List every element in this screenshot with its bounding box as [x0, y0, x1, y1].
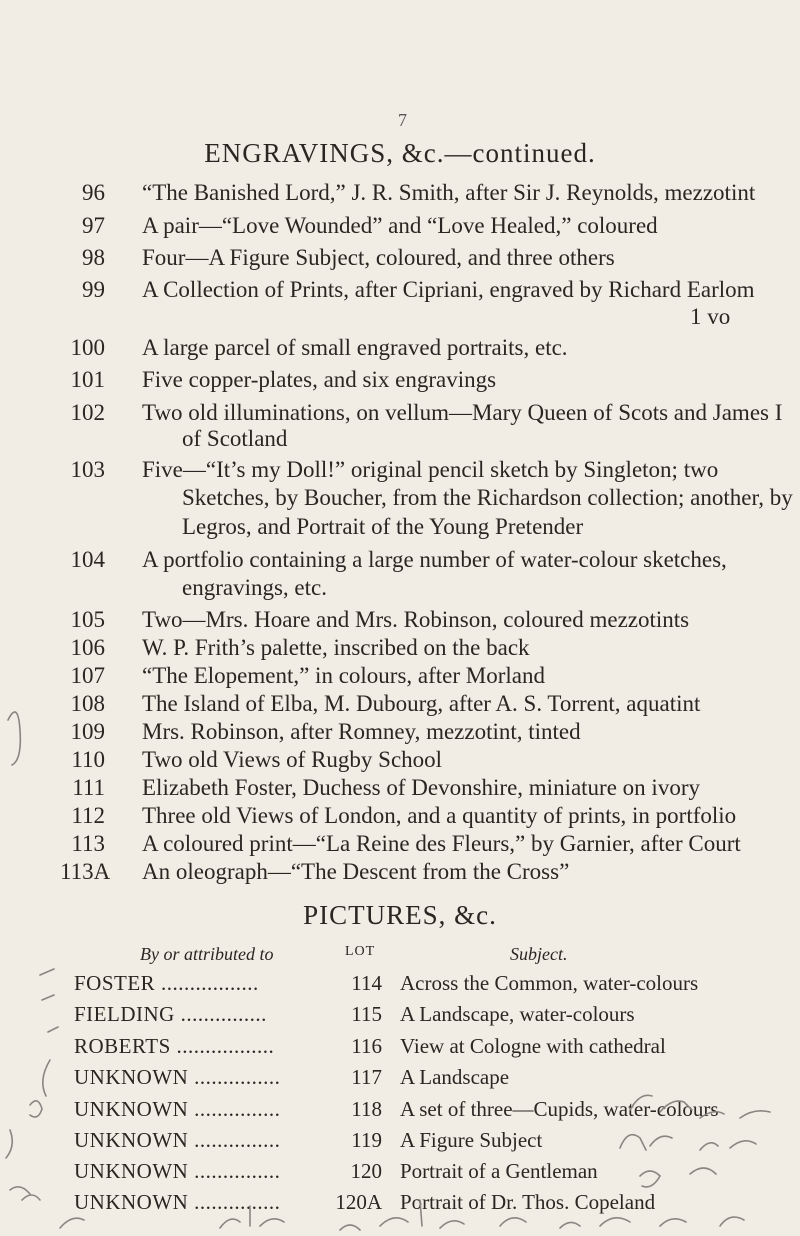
picture-subject: Portrait of a Gentleman	[400, 1159, 598, 1183]
lot-number: 113	[71, 831, 105, 856]
lot-description: Two old Views of Rugby School	[142, 747, 443, 772]
picture-lot-number: 118	[351, 1097, 382, 1121]
picture-subject: A set of three—Cupids, water-colours	[400, 1097, 719, 1121]
lot-description: Two old illuminations, on vellum—Mary Queen of Scots and James I	[142, 400, 783, 425]
picture-lot-number: 114	[351, 971, 382, 995]
lot-number: 107	[70, 663, 105, 688]
lot-number: 106	[70, 635, 105, 660]
lot-description: “The Banished Lord,” J. R. Smith, after Sir J. Reynolds, mezzotint	[142, 180, 756, 205]
picture-artist: UNKNOWN ...............	[74, 1190, 281, 1214]
lot-number: 102	[70, 400, 105, 425]
lot-description: Mrs. Robinson, after Romney, mezzotint, tinted	[142, 719, 581, 744]
picture-subject: A Figure Subject	[400, 1128, 543, 1152]
column-heading-lot: LOT	[345, 944, 376, 959]
lot-number: 112	[71, 803, 105, 828]
picture-subject: A Landscape	[400, 1065, 510, 1089]
lot-description: Five—“It’s my Doll!” original pencil sketch by Singleton; two	[142, 457, 719, 482]
picture-artist: ROBERTS .................	[74, 1034, 275, 1058]
page-number: 7	[398, 110, 407, 130]
lot-description: A large parcel of small engraved portraits, etc.	[142, 335, 568, 360]
picture-lot-number: 117	[351, 1065, 382, 1089]
lot-description: Three old Views of London, and a quantity of prints, in portfolio	[142, 803, 737, 828]
lot-number: 111	[72, 775, 105, 800]
column-heading-artist: By or attributed to	[140, 944, 274, 964]
picture-subject: A Landscape, water-colours	[400, 1002, 635, 1026]
lot-number: 108	[70, 691, 105, 716]
lot-number: 97	[82, 213, 105, 238]
lot-number: 100	[70, 335, 105, 360]
lot-description: Two—Mrs. Hoare and Mrs. Robinson, coloured mezzotints	[142, 607, 690, 632]
lot-continuation: Legros, and Portrait of the Young Pretender	[182, 514, 584, 539]
lot-number: 103	[70, 457, 105, 482]
pictures-heading: PICTURES, &c.	[303, 900, 497, 930]
lot-continuation: of Scotland	[182, 426, 288, 451]
lot-description: A pair—“Love Wounded” and “Love Healed,” coloured	[142, 213, 658, 238]
lot-description: Five copper-plates, and six engravings	[142, 367, 497, 392]
lot-description: A coloured print—“La Reine des Fleurs,” by Garnier, after Court	[142, 831, 741, 856]
lot-continuation: 1 vo	[690, 304, 731, 329]
engravings-heading: ENGRAVINGS, &c.—continued.	[204, 138, 596, 168]
lot-number: 98	[82, 245, 105, 270]
picture-subject: Across the Common, water-colours	[400, 971, 699, 995]
lot-number: 104	[70, 547, 105, 572]
lot-description: The Island of Elba, M. Dubourg, after A. S. Torrent, aquatint	[142, 691, 701, 716]
lot-number: 101	[70, 367, 105, 392]
picture-subject: Portrait of Dr. Thos. Copeland	[400, 1190, 656, 1214]
picture-lot-number: 116	[351, 1034, 382, 1058]
picture-lot-number: 115	[351, 1002, 382, 1026]
lot-number: 110	[71, 747, 105, 772]
column-heading-subject: Subject.	[510, 944, 568, 964]
lot-description: A Collection of Prints, after Cipriani, engraved by Richard Earlom	[142, 277, 755, 302]
lot-continuation: Sketches, by Boucher, from the Richardson collection; another, by	[182, 485, 793, 510]
lot-description: “The Elopement,” in colours, after Morland	[142, 663, 545, 688]
lot-description: W. P. Frith’s palette, inscribed on the back	[142, 635, 530, 660]
lot-description: Four—A Figure Subject, coloured, and three others	[142, 245, 615, 270]
picture-artist: FOSTER .................	[74, 971, 259, 995]
picture-lot-number: 120	[350, 1159, 382, 1183]
picture-artist: FIELDING ...............	[74, 1002, 267, 1026]
lot-description: An oleograph—“The Descent from the Cross”	[142, 859, 570, 884]
picture-lot-number: 120A	[335, 1190, 382, 1214]
lot-description: A portfolio containing a large number of water-colour sketches,	[142, 547, 727, 572]
lot-number: 113A	[60, 859, 111, 884]
picture-artist: UNKNOWN ...............	[74, 1159, 281, 1183]
picture-lot-number: 119	[351, 1128, 382, 1152]
lot-number: 105	[70, 607, 105, 632]
lot-description: Elizabeth Foster, Duchess of Devonshire, miniature on ivory	[142, 775, 700, 800]
lot-number: 96	[82, 180, 105, 205]
lot-continuation: engravings, etc.	[182, 575, 327, 600]
picture-artist: UNKNOWN ...............	[74, 1097, 281, 1121]
picture-artist: UNKNOWN ...............	[74, 1065, 281, 1089]
picture-subject: View at Cologne with cathedral	[400, 1034, 666, 1058]
lot-number: 99	[82, 277, 105, 302]
picture-artist: UNKNOWN ...............	[74, 1128, 281, 1152]
lot-number: 109	[70, 719, 105, 744]
